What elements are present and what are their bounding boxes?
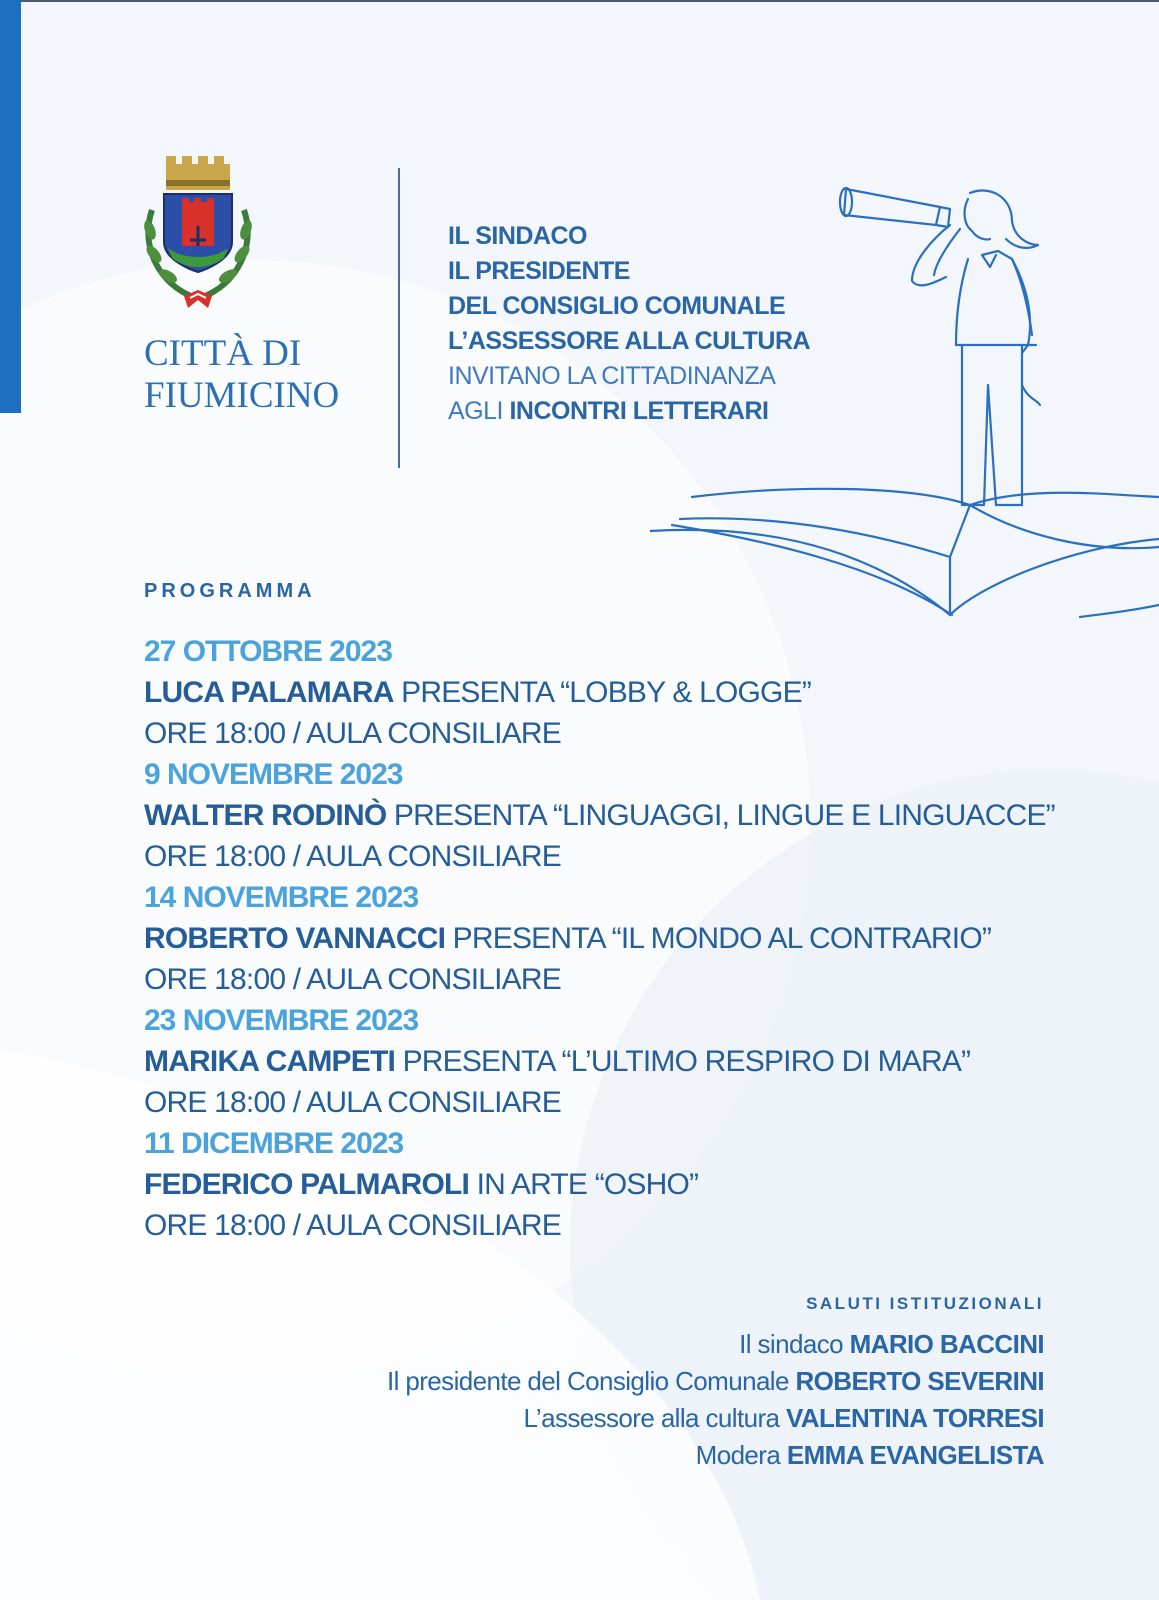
- event-book: “LINGUAGGI, LINGUE E LINGUACCE”: [552, 799, 1055, 832]
- event-title: [144, 1041, 1055, 1082]
- woman-telescope-on-book-icon: [650, 185, 1159, 645]
- saluti-role: Il presidente del Consiglio Comunale: [386, 1366, 789, 1396]
- event-date: 23 NOVEMBRE 2023: [144, 1004, 419, 1037]
- event-verb: PRESENTA: [452, 922, 605, 955]
- event-verb: IN ARTE: [476, 1168, 588, 1201]
- invite-line: L’ASSESSORE ALLA CULTURA: [448, 327, 811, 355]
- event-5: [144, 1123, 1055, 1246]
- event-author: LUCA PALAMARA: [144, 676, 394, 709]
- event-date: 11 DICEMBRE 2023: [144, 1127, 404, 1160]
- program-heading: PROGRAMMA: [144, 580, 316, 602]
- event-author: ROBERTO VANNACCI: [144, 922, 446, 955]
- event-time-place: ORE 18:00 / AULA CONSILIARE: [144, 1209, 561, 1242]
- event-title: [144, 918, 1055, 959]
- event-title: [144, 795, 1055, 836]
- saluti-name: EMMA EVANGELISTA: [786, 1440, 1044, 1470]
- event-date: 14 NOVEMBRE 2023: [144, 881, 419, 914]
- invite-line: DEL CONSIGLIO COMUNALE: [448, 292, 786, 320]
- top-border-line: [21, 0, 1159, 2]
- event-time-place: ORE 18:00 / AULA CONSILIARE: [144, 963, 561, 996]
- saluti-role: L’assessore alla cultura: [523, 1403, 780, 1433]
- event-date: 27 OTTOBRE 2023: [144, 635, 392, 668]
- invite-line: IL PRESIDENTE: [448, 257, 630, 285]
- event-author: FEDERICO PALMAROLI: [144, 1168, 470, 1201]
- invite-agli: AGLI: [448, 397, 503, 425]
- event-verb: PRESENTA: [393, 799, 546, 832]
- invite-line: INVITANO LA CITTADINANZA: [448, 362, 776, 390]
- event-date: 9 NOVEMBRE 2023: [144, 758, 403, 791]
- saluti-line: [387, 1326, 1044, 1363]
- saluti-heading: SALUTI ISTITUZIONALI: [806, 1294, 1044, 1313]
- saluti-list: [387, 1326, 1044, 1474]
- city-name-line1: CITTÀ DI: [144, 333, 302, 374]
- event-book: “LOBBY & LOGGE”: [560, 676, 811, 709]
- event-book: “OSHO”: [594, 1168, 699, 1201]
- program-list: [144, 631, 1055, 1246]
- invite-incontri-letterari: INCONTRI LETTERARI: [509, 397, 769, 425]
- invite-line: IL SINDACO: [448, 222, 587, 250]
- event-time-place: ORE 18:00 / AULA CONSILIARE: [144, 1086, 561, 1119]
- saluti-name: MARIO BACCINI: [849, 1329, 1044, 1359]
- event-title: [144, 672, 1055, 713]
- city-name: [144, 333, 339, 417]
- event-time-place: ORE 18:00 / AULA CONSILIARE: [144, 840, 561, 873]
- city-name-line2: FIUMICINO: [144, 375, 340, 416]
- city-crest-icon: [138, 150, 258, 315]
- event-2: [144, 754, 1055, 877]
- event-book: “IL MONDO AL CONTRARIO”: [611, 922, 992, 955]
- event-time-place: ORE 18:00 / AULA CONSILIARE: [144, 717, 561, 750]
- event-verb: PRESENTA: [401, 676, 553, 709]
- event-book: “L’ULTIMO RESPIRO DI MARA”: [561, 1045, 971, 1078]
- event-author: WALTER RODINÒ: [144, 799, 387, 832]
- saluti-name: VALENTINA TORRESI: [785, 1403, 1044, 1433]
- event-author: MARIKA CAMPETI: [144, 1045, 396, 1078]
- event-verb: PRESENTA: [402, 1045, 554, 1078]
- event-4: [144, 1000, 1055, 1123]
- vertical-divider: [398, 168, 400, 468]
- event-3: [144, 877, 1055, 1000]
- saluti-name: ROBERTO SEVERINI: [795, 1366, 1044, 1396]
- left-accent-bar: [0, 0, 21, 413]
- saluti-line: [387, 1437, 1044, 1474]
- event-1: [144, 631, 1055, 754]
- saluti-line: [387, 1400, 1044, 1437]
- saluti-role: Modera: [695, 1440, 781, 1470]
- event-title: [144, 1164, 1055, 1205]
- saluti-role: Il sindaco: [739, 1329, 843, 1359]
- saluti-line: [387, 1363, 1044, 1400]
